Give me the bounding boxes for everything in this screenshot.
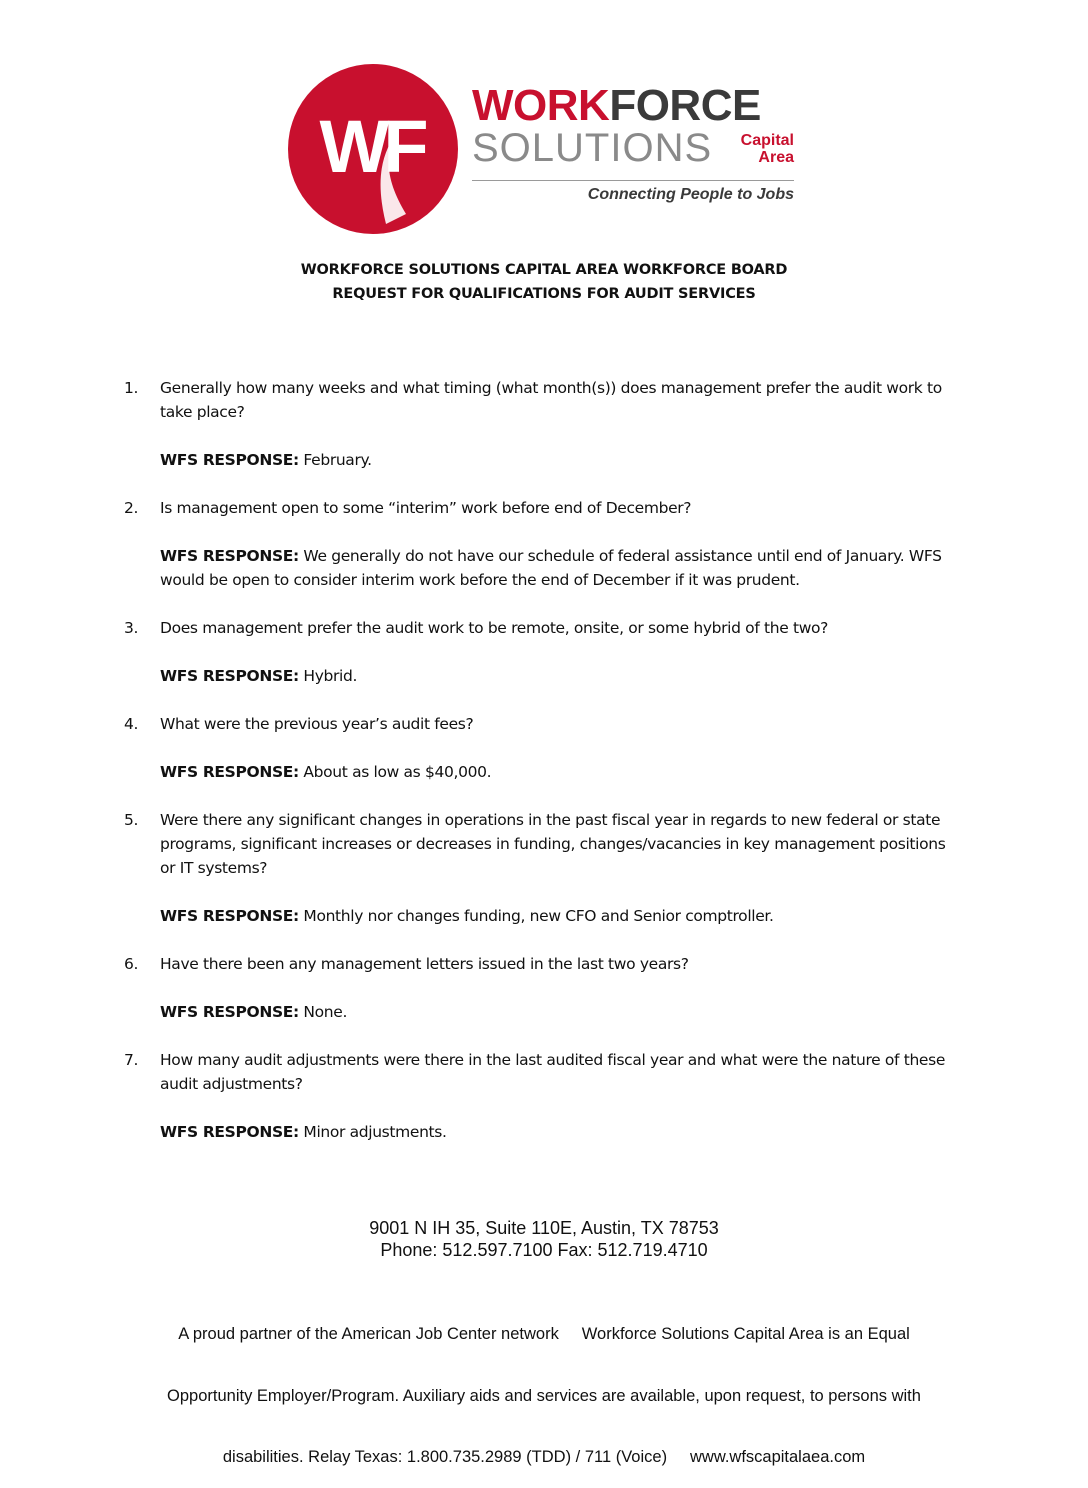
- question-item: [124, 496, 964, 592]
- response-label: WFS RESPONSE:: [160, 451, 299, 469]
- question-number: 2.: [124, 499, 139, 517]
- footer-contact-line: Phone: 512.597.7100 Fax: 512.719.4710: [380, 1240, 708, 1260]
- question-text: How many audit adjustments were there in the last audited fiscal year and what were the nature of these audit adjustments?: [160, 1051, 946, 1093]
- response-label: WFS RESPONSE:: [160, 667, 299, 685]
- question-item: [124, 616, 964, 688]
- question-item: [124, 712, 964, 784]
- response-text: None.: [303, 1003, 348, 1021]
- footer-note-line2: Opportunity Employer/Program. Auxiliary aids and services are available, upon request, to persons with: [167, 1386, 921, 1405]
- question-number: 4.: [124, 715, 139, 733]
- question-text: Does management prefer the audit work to be remote, onsite, or some hybrid of the two?: [160, 619, 829, 637]
- logo-tagline: Connecting People to Jobs: [587, 186, 794, 203]
- question-text: Have there been any management letters issued in the last two years?: [160, 955, 689, 973]
- footer-note-line1: A proud partner of the American Job Center network Workforce Solutions Capital Area is an Equal: [178, 1325, 910, 1343]
- footer-disclaimer: [124, 1283, 964, 1488]
- response-text: About as low as $40,000.: [303, 763, 492, 781]
- response-label: WFS RESPONSE:: [160, 907, 299, 925]
- response-text: February.: [303, 451, 372, 469]
- footer-address-line1: 9001 N IH 35, Suite 110E, Austin, TX 78753: [369, 1218, 719, 1238]
- question-list: [124, 376, 964, 1168]
- logo-workforce-word: [472, 81, 761, 130]
- question-text: Is management open to some “interim” work before end of December?: [160, 499, 692, 517]
- response-paragraph: [160, 904, 964, 928]
- wf-logo-letters: WF: [319, 105, 423, 188]
- response-paragraph: [160, 1000, 964, 1024]
- document-title: [144, 258, 944, 306]
- logo-force-text: FORCE: [609, 81, 761, 130]
- response-paragraph: [160, 544, 964, 592]
- question-text: Were there any significant changes in operations in the past fiscal year in regards to new federal or state programs, significant increases or decreases in funding, changes/vacancies in key management positions or IT systems?: [160, 811, 946, 877]
- document-title-line2: REQUEST FOR QUALIFICATIONS FOR AUDIT SERVICES: [332, 286, 756, 302]
- response-paragraph: [160, 760, 964, 784]
- footer-note-line3: disabilities. Relay Texas: 1.800.735.2989 (TDD) / 711 (Voice) www.wfscapitalaea.com: [222, 1448, 866, 1466]
- question-item: [124, 952, 964, 1024]
- question-text: What were the previous year’s audit fees?: [160, 715, 474, 733]
- question-number: 7.: [124, 1051, 139, 1069]
- wf-logo-mark: [288, 64, 458, 234]
- response-label: WFS RESPONSE:: [160, 1003, 299, 1021]
- logo-area-line1: Capital: [740, 132, 794, 149]
- question-number: 1.: [124, 379, 139, 397]
- question-item: [124, 1048, 964, 1144]
- question-item: [124, 376, 964, 472]
- response-text: Minor adjustments.: [303, 1123, 447, 1141]
- response-paragraph: [160, 1120, 964, 1144]
- response-text: Hybrid.: [303, 667, 358, 685]
- response-text: Monthly nor changes funding, new CFO and Senior comptroller.: [303, 907, 774, 925]
- question-text: Generally how many weeks and what timing (what month(s)) does management prefer the audit work to take place?: [160, 379, 942, 421]
- logo-divider: [472, 180, 794, 181]
- question-number: 6.: [124, 955, 139, 973]
- response-text: We generally do not have our schedule of federal assistance until end of January. WFS would be open to consider interim work before the end of December if it was prudent.: [160, 547, 942, 589]
- footer-address: [144, 1217, 944, 1261]
- question-number: 3.: [124, 619, 139, 637]
- organization-logo: [288, 64, 808, 234]
- logo-work-text: WORK: [472, 81, 610, 130]
- response-paragraph: [160, 664, 964, 688]
- response-label: WFS RESPONSE:: [160, 763, 299, 781]
- question-item: [124, 808, 964, 928]
- logo-area-line2: Area: [758, 149, 794, 166]
- response-paragraph: [160, 448, 964, 472]
- question-number: 5.: [124, 811, 139, 829]
- response-label: WFS RESPONSE:: [160, 1123, 299, 1141]
- response-label: WFS RESPONSE:: [160, 547, 299, 565]
- logo-capital-area: [734, 132, 794, 166]
- document-title-line1: WORKFORCE SOLUTIONS CAPITAL AREA WORKFORCE BOARD: [300, 262, 788, 278]
- logo-solutions-word: SOLUTIONS: [472, 126, 713, 170]
